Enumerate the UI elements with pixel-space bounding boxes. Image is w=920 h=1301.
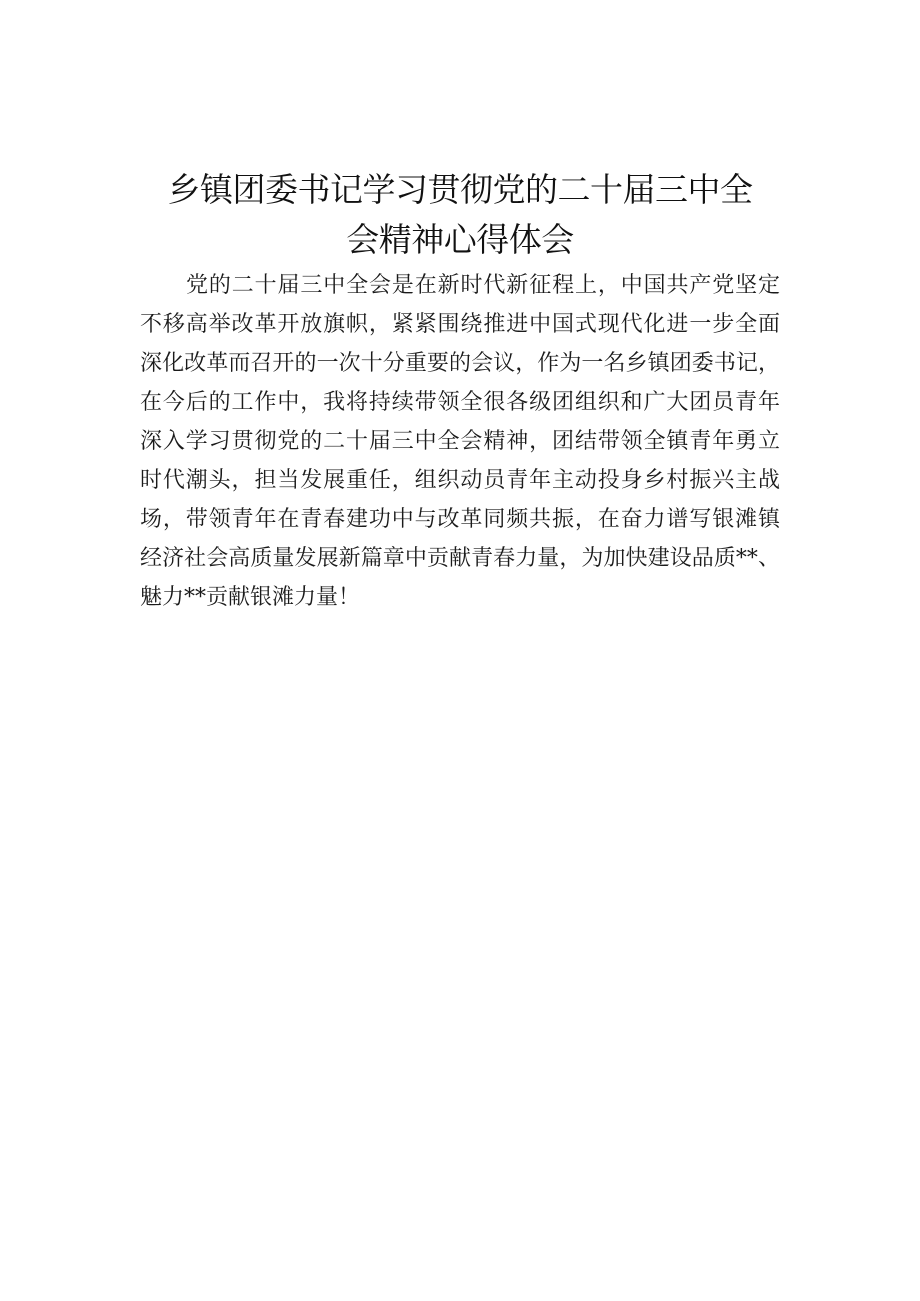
body-line-5: 深入学习贯彻党的二十届三中全会精神，团结带领全镇青年勇立 (140, 429, 780, 454)
title-line-2: 会精神心得体会 (346, 220, 574, 260)
body-line-7: 场，带领青年在青春建功中与改革同频共振，在奋力谱写银滩镇 (140, 507, 780, 532)
body-line-4: 在今后的工作中，我将持续带领全很各级团组织和广大团员青年 (140, 390, 780, 415)
body-line-2: 不移高举改革开放旗帜，紧紧围绕推进中国式现代化进一步全面 (140, 312, 780, 337)
title-line-1: 乡镇团委书记学习贯彻党的二十届三中全 (167, 170, 753, 210)
body-line-1: 党的二十届三中全会是在新时代新征程上，中国共产党坚定 (186, 273, 780, 298)
body-line-3: 深化改革而召开的一次十分重要的会议，作为一名乡镇团委书记， (140, 351, 780, 376)
document-title (140, 165, 780, 265)
document-body (140, 266, 780, 617)
body-line-6: 时代潮头，担当发展重任，组织动员青年主动投身乡村振兴主战 (140, 468, 780, 493)
body-line-9: 魅力**贡献银滩力量！ (140, 585, 361, 610)
body-line-8: 经济社会高质量发展新篇章中贡献青春力量，为加快建设品质**、 (140, 546, 780, 571)
